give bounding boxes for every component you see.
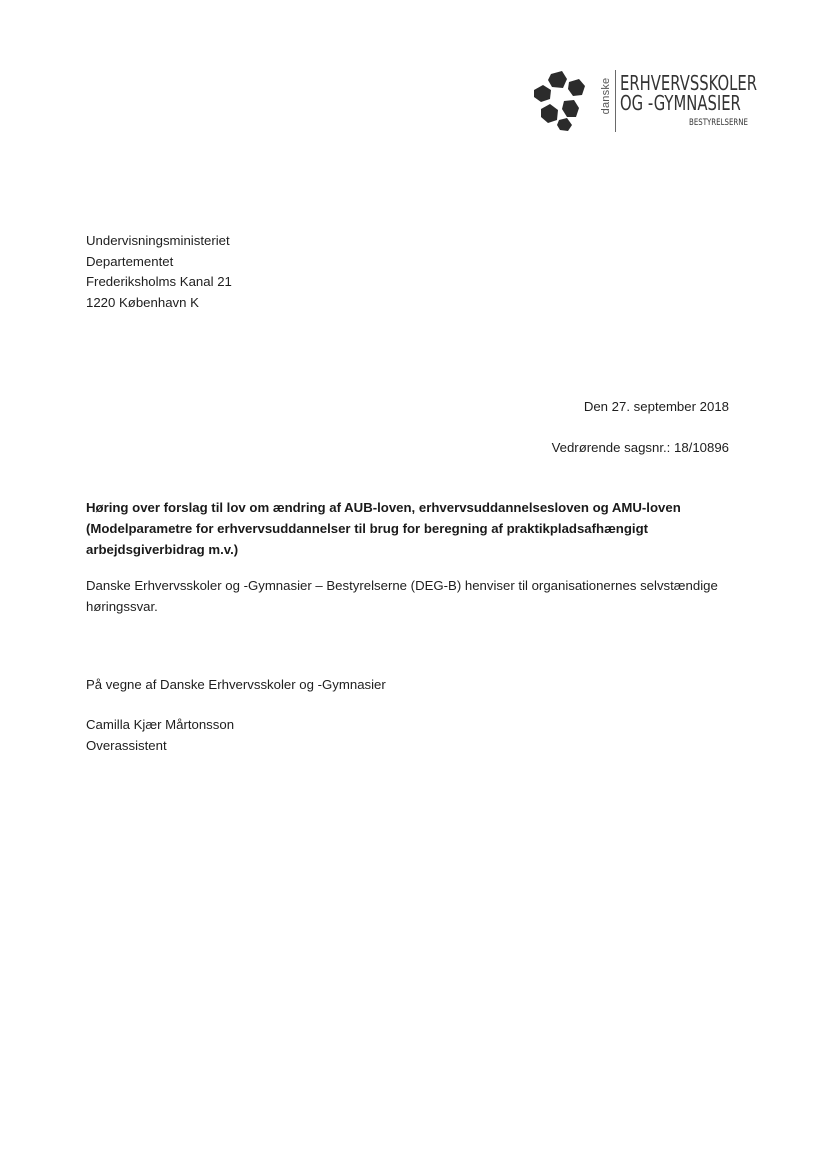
signatory-role: Overassistent [86, 737, 167, 753]
logo-petal [548, 71, 567, 88]
closing-line: På vegne af Danske Erhvervsskoler og -Gymnasier [86, 677, 386, 692]
body-paragraph [86, 576, 736, 618]
title-line: Høring over forslag til lov om ændring af AUB-loven, erhvervsuddannelsesloven og AMU-loven [86, 500, 681, 515]
logo-petal [568, 79, 585, 96]
signature-block [86, 715, 234, 756]
flower-logo-icon [529, 68, 591, 132]
paragraph-line: høringssvar. [86, 598, 158, 614]
letter-date: Den 27. september 2018 [583, 399, 729, 414]
logo-small-text: danske [600, 77, 612, 115]
logo-divider [615, 70, 616, 132]
address-line: Departementet [86, 253, 174, 269]
logo-petal [557, 118, 572, 131]
logo-name-line2: OG -GYMNASIER [620, 91, 741, 115]
title-line: (Modelparametre for erhvervsuddannelser til brug for beregning af praktikpladsafhængigt [86, 520, 649, 536]
logo-petal [534, 85, 551, 102]
paragraph-line: Danske Erhvervsskoler og -Gymnasier – Bestyrelserne (DEG-B) henviser til organisationernes selvstændige [86, 578, 718, 593]
address-line: Undervisningsministeriet [86, 233, 230, 248]
address-line: Frederiksholms Kanal 21 [86, 274, 232, 290]
signatory-name: Camilla Kjær Mårtonsson [86, 717, 235, 732]
letter-title [86, 498, 736, 560]
logo-name-line3: BESTYRELSERNE [689, 118, 748, 128]
address-line: 1220 København K [86, 295, 199, 311]
logo-petal [562, 100, 579, 117]
logo-name-line1: ERHVERVSSKOLER [620, 71, 758, 95]
case-number: Vedrørende sagsnr.: 18/10896 [551, 440, 729, 455]
logo-petal [541, 104, 558, 123]
organization-logo [529, 66, 769, 138]
recipient-address [86, 231, 232, 314]
title-line: arbejdsgiverbidrag m.v.) [86, 541, 239, 557]
